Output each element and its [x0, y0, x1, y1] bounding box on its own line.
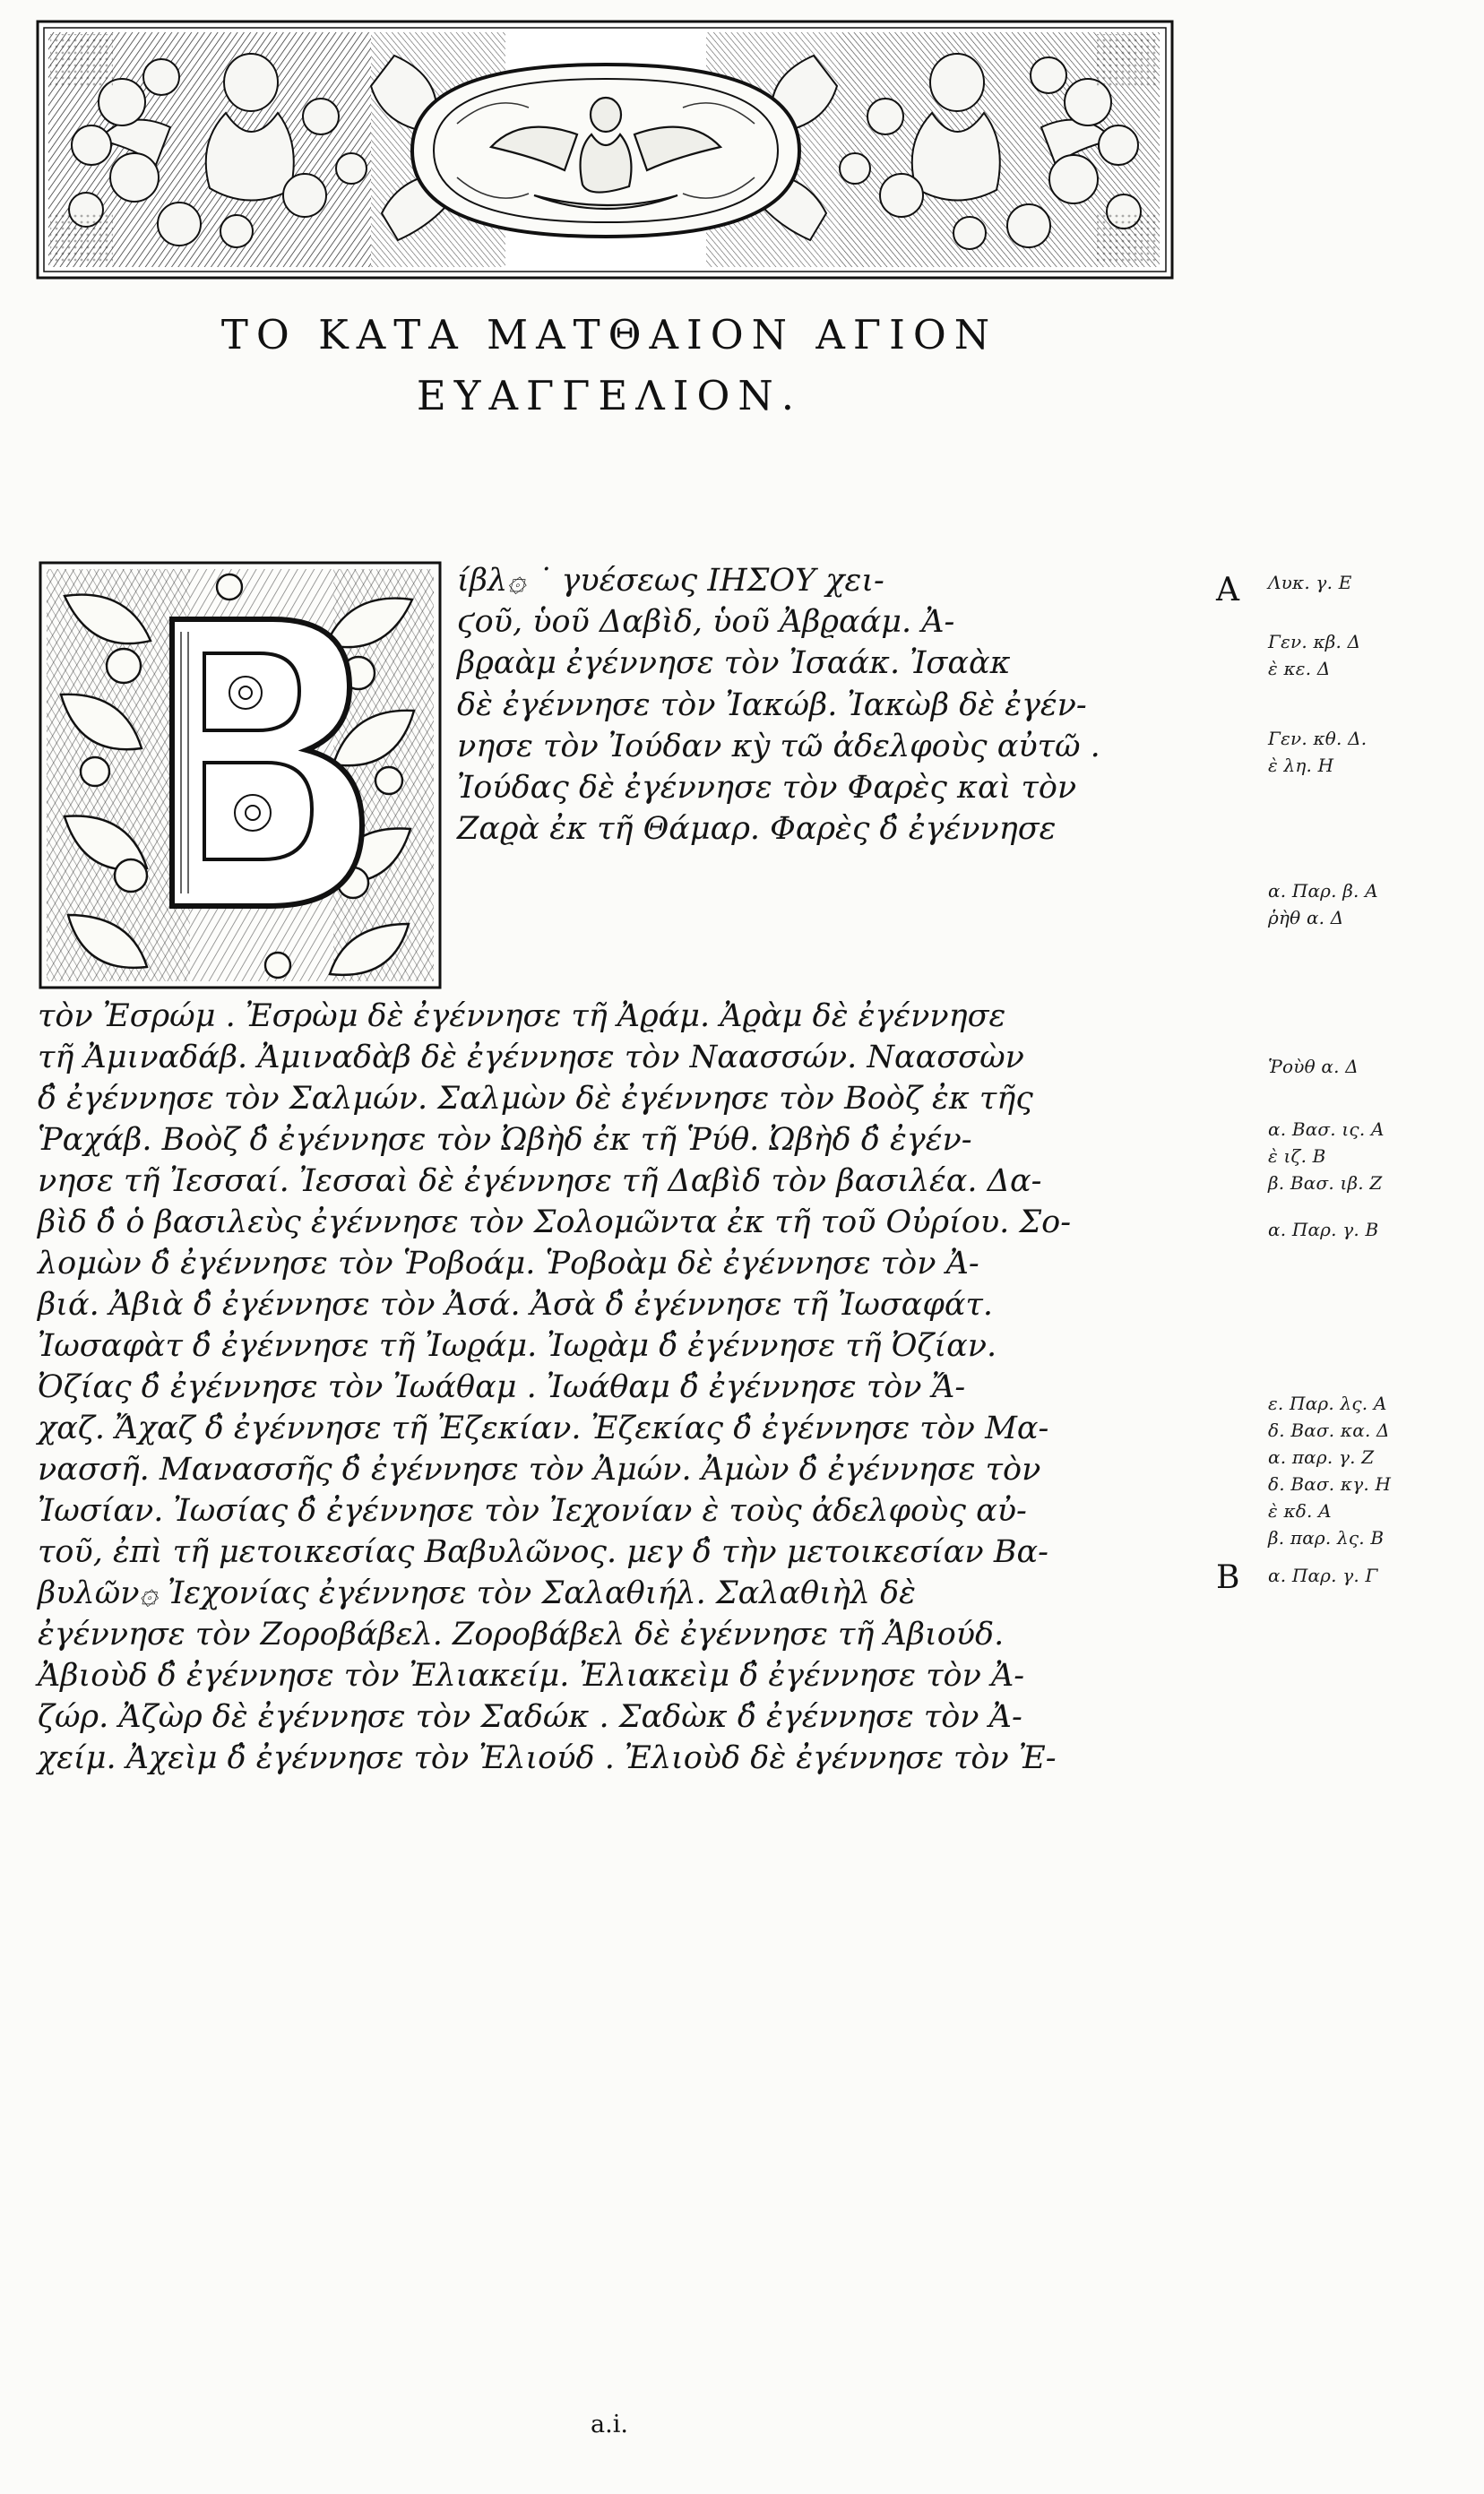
text-line: Ἰωσίαν. Ἰωσίας δ̓ ἐγέννησε τὸν Ἰεχονίαν ὲ τοὺς ἀδελφοὺς αὐ- — [38, 1493, 1027, 1530]
text-line: βυλῶν۞ Ἰεχονίας ἐγέννησε τὸν Σαλαθιήλ. Σαλαθιὴλ δὲ — [38, 1575, 916, 1612]
margin-note: Γεν. κβ. Δ — [1268, 631, 1361, 652]
signature-mark: a.i. — [591, 2411, 628, 2438]
text-line: τῆ Ἀμιναδάβ. Ἀμιναδὰβ δὲ ἐγέννησε τὸν Ναασσών. Ναασσὼν — [38, 1040, 1024, 1076]
text-line: λομὼν δ̓ ἐγέννησε τὸν Ῥοβοάμ. Ῥοβοὰμ δὲ ἐγέννησε τὸν Ἀ- — [38, 1246, 979, 1282]
margin-note: α. Παρ. γ. Β — [1268, 1219, 1379, 1240]
text-line: Ζαϱὰ ἐκ τῆ Θάμαρ. Φαρὲς δ̓ ἐγέννησε — [457, 811, 1057, 848]
margin-note: ὲ ιζ. Β — [1268, 1145, 1326, 1167]
margin-note: ὲ κδ. Α — [1268, 1500, 1332, 1522]
text-line: Ἀβιοὺδ δ̓ ἐγέννησε τὸν Ἐλιακείμ. Ἐλιακεὶμ δ̓ ἐγέννησε τὸν Ἀ- — [38, 1658, 1025, 1695]
headpiece-ornament — [36, 20, 1174, 280]
margin-note: α. Βασ. ις. Α — [1268, 1118, 1385, 1140]
text-line: χείμ. Ἀχεὶμ δ̓ ἐγέννησε τὸν Ἐλιούδ . Ἐλιοὺδ δὲ ἐγέννησε τὸν Ἐ- — [38, 1740, 1057, 1777]
margin-note: α. Παρ. β. Α — [1268, 880, 1378, 902]
title-line-2: ΕΥΑΓΓΕΛΙΟΝ. — [416, 371, 803, 419]
text-line: Ῥαχάβ. Βοὸζ δ̓ ἐγέννησε τὸν Ὠβὴδ ἐκ τῆ Ῥύθ. Ὠβὴδ δ̓ ἐγέν- — [38, 1122, 972, 1159]
margin-note: δ. Βασ. κγ. Η — [1268, 1473, 1392, 1495]
text-line: ζώρ. Ἀζὼρ δὲ ἐγέννησε τὸν Σαδώκ . Σαδὼκ δ̓ ἐγέννησε τὸν Ἀ- — [38, 1699, 1022, 1736]
margin-note: ὲ κε. Δ — [1268, 658, 1331, 679]
text-line: νασσῆ. Μανασσῆς δ̓ ἐγέννησε τὸν Ἀμών. Ἀμὼν δ̓ ἐγέννησε τὸν — [38, 1452, 1041, 1489]
text-line: τοῦ, ἐπὶ τῆ μετοικεσίας Βαβυλῶνος. μεγ δ̓ τὴν μετοικεσίαν Βα- — [38, 1534, 1048, 1571]
margin-note: ὲ λη. Η — [1268, 755, 1334, 776]
text-line: χαζ. Ἄχαζ δ̓ ἐγέννησε τῆ Ἐζεκίαν. Ἐζεκίας δ̓ ἐγέννησε τὸν Μα- — [38, 1411, 1049, 1447]
text-line: δὲ ἐγέννησε τὸν Ἰακώβ. Ἰακὼβ δὲ ἐγέν- — [457, 686, 1087, 723]
section-letter-a: Α — [1216, 572, 1239, 608]
main-text-column — [38, 560, 1198, 1779]
text-line: Ἰωσαφὰτ δ̓ ἐγέννησε τῆ Ἰωϱάμ. Ἰωϱὰμ δ̓ ἐγέννησε τῆ Ὀζίαν. — [38, 1328, 997, 1365]
page-title — [0, 305, 1219, 426]
text-line: βϱαὰμ ἐγέννησε τὸν Ἰσαάκ. Ἰσαὰκ — [457, 645, 1011, 682]
text-line: βιά. Ἀβιὰ δ̓ ἐγέννησε τὸν Ἀσά. Ἀσὰ δ̓ ἐγέννησε τῆ Ἰωσαφάτ. — [38, 1287, 994, 1324]
margin-note: Λυκ. γ. Ε — [1268, 572, 1352, 593]
text-line: τὸν Ἐσρώμ . Ἐσρὼμ δὲ ἐγέννησε τῆ Ἀϱάμ. Ἀϱὰμ δὲ ἐγέννησε — [38, 998, 1006, 1034]
margin-note: Ῥοὺθ α. Δ — [1268, 1056, 1359, 1077]
margin-note: ῥὴθ α. Δ — [1268, 907, 1344, 928]
title-line-1: ΤΟ ΚΑΤΑ ΜΑΤΘΑΙΟΝ ΑΓΙΟΝ — [220, 311, 998, 358]
text-line: Ἰούδας δὲ ἐγέννησε τὸν Φαρὲς καὶ τὸν — [457, 769, 1077, 806]
text-line: δ̓ ἐγέννησε τὸν Σαλμών. Σαλμὼν δὲ ἐγέννησε τὸν Βοὸζ ἐκ τῆς — [38, 1081, 1033, 1118]
text-line: βὶδ δ̓ ὁ βασιλεὺς ἐγέννησε τὸν Σολομῶντα ἐκ τῆ τοῦ Οὐρίου. Σο- — [38, 1204, 1072, 1241]
margin-note: α. παρ. γ. Ζ — [1268, 1446, 1375, 1468]
margin-note: ε. Παρ. λς. Α — [1268, 1393, 1387, 1414]
margin-note: α. Παρ. γ. Γ — [1268, 1565, 1378, 1586]
text-line: ϛοῦ, ὑοῦ Δαβὶδ, ὑοῦ Ἀβϱαάμ. Ἀ- — [457, 604, 955, 641]
margin-note: β. Βασ. ιβ. Ζ — [1268, 1172, 1383, 1194]
margin-note: β. παρ. λς. Β — [1268, 1527, 1385, 1549]
text-line: Ὀζίας δ̓ ἐγέννησε τὸν Ἰωάθαμ . Ἰωάθαμ δ̓ ἐγέννησε τὸν Ἄ- — [38, 1369, 966, 1406]
margin-note: δ. Βασ. κα. Δ — [1268, 1420, 1390, 1441]
full-width-text-block — [38, 994, 1198, 1779]
text-line: ίβλ۞ ˙ γυέσεως ΙΗΣΟΥ χει- — [457, 563, 884, 599]
text-line: νησε τῆ Ἰεσσαί. Ἰεσσαὶ δὲ ἐγέννησε τῆ Δαβὶδ τὸν βασιλέα. Δα- — [38, 1163, 1042, 1200]
text-line: νησε τὸν Ἰούδαν κỳ τῶ ἀδελφοὺς αὐτῶ . — [457, 728, 1100, 764]
initial-capital-beta — [38, 560, 443, 990]
text-line: ἐγέννησε τὸν Ζοροβάβελ. Ζοροβάβελ δὲ ἐγέννησε τῆ Ἀβιούδ. — [38, 1617, 1005, 1653]
margin-note: Γεν. κθ. Δ. — [1268, 728, 1368, 749]
section-letter-b: Β — [1216, 1559, 1240, 1596]
